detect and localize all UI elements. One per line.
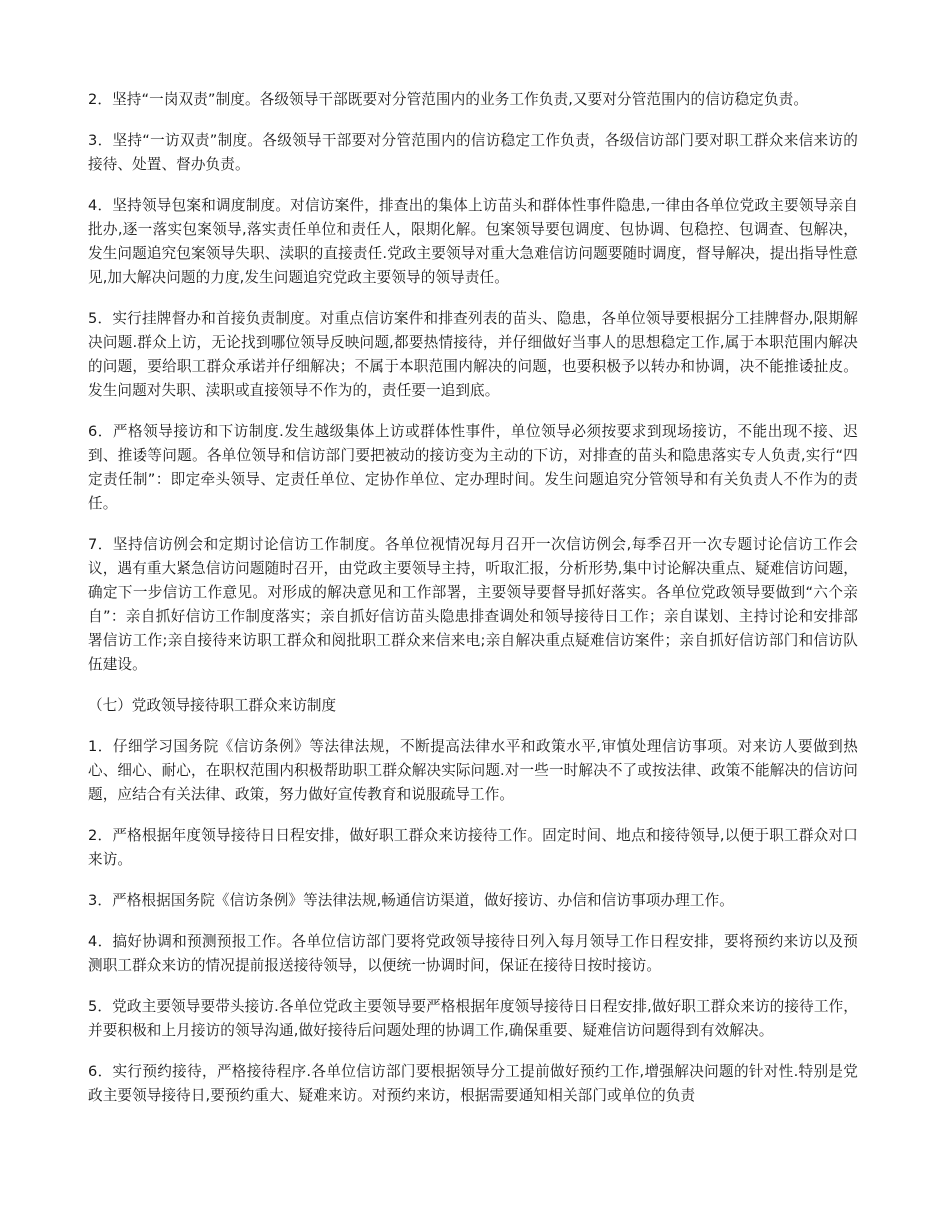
- paragraph-4: 5．实行挂牌督办和首接负责制度。对重点信访案件和排查列表的苗头、隐患，各单位领导要根据分工挂牌督办,限期解决问题.群众上访，无论找到哪位领导反映问题,都要热情接待，并仔细做好当事人的思想稳定工作,属于本职范围内解决的问题，要给职工群众承诺并仔细解决；不属于本职范围内解决的问题，也要积极予以转办和协调，决不能推诿扯皮。发生问题对失职、渎职或直接领导不作为的，责任要一追到底。: [88, 310, 858, 399]
- paragraph-8: 2．严格根据年度领导接待日日程安排，做好职工群众来访接待工作。固定时间、地点和接待领导,以便于职工群众对口来访。: [88, 827, 858, 868]
- paragraph-7: 1．仔细学习国务院《信访条例》等法律法规，不断提高法律水平和政策水平,审慎处理信访事项。对来访人要做到热心、细心、耐心，在职权范围内积极帮助职工群众解决实际问题.对一些一时解决不了或按法律、政策不能解决的信访问题，应结合有关法律、政策，努力做好宣传教育和说服疏导工作。: [88, 738, 858, 803]
- paragraph-5: 6．严格领导接访和下访制度.发生越级集体上访或群体性事件，单位领导必须按要求到现场接访，不能出现不接、迟到、推诿等问题。各单位领导和信访部门要把被动的接访变为主动的下访，对排查的苗头和隐患落实专人负责,实行“四定责任制”：即定牵头领导、定责任单位、定协作单位、定办理时间。发生问题追究分管领导和有关负责人不作为的责任。: [88, 423, 858, 512]
- paragraph-6: 7．坚持信访例会和定期讨论信访工作制度。各单位视情况每月召开一次信访例会,每季召开一次专题讨论信访工作会议，遇有重大紧急信访问题随时召开，由党政主要领导主持，听取汇报，分析形势,集中讨论解决重点、疑难信访问题，确定下一步信访工作意见。对形成的解决意见和工作部署，主要领导要督导抓好落实。各单位党政领导要做到“六个亲自”：亲自抓好信访工作制度落实；亲自抓好信访苗头隐患排查调处和领导接待日工作；亲自谋划、主持讨论和安排部署信访工作;亲自接待来访职工群众和阅批职工群众来信来电;亲自解决重点疑难信访案件；亲自抓好信访部门和信访队伍建设。: [88, 536, 858, 673]
- section-heading: （七）党政领导接待职工群众来访制度: [88, 697, 337, 714]
- paragraph-3: 4．坚持领导包案和调度制度。对信访案件，排查出的集体上访苗头和群体性事件隐患,一律由各单位党政主要领导亲自批办,逐一落实包案领导,落实责任单位和责任人，限期化解。包案领导要包调度、包协调、包稳控、包调查、包解决，发生问题追究包案领导失职、渎职的直接责任.党政主要领导对重大急难信访问题要随时调度，督导解决，提出指导性意见,加大解决问题的力度,发生问题追究党政主要领导的领导责任。: [88, 197, 858, 286]
- paragraph-10: 4．搞好协调和预测预报工作。各单位信访部门要将党政领导接待日列入每月领导工作日程安排，要将预约来访以及预测职工群众来访的情况提前报送接待领导，以便统一协调时间，保证在接待日按时接访。: [88, 933, 858, 974]
- paragraph-2: 3．坚持“一访双责”制度。各级领导干部要对分管范围内的信访稳定工作负责，各级信访部门要对职工群众来信来访的接待、处置、督办负责。: [88, 132, 858, 173]
- paragraph-1: 2．坚持“一岗双责”制度。各级领导干部既要对分管范围内的业务工作负责,又要对分管范围内的信访稳定负责。: [88, 91, 809, 108]
- paragraph-11: 5．党政主要领导要带头接访.各单位党政主要领导要严格根据年度领导接待日日程安排,做好职工群众来访的接待工作，并要积极和上月接访的领导沟通,做好接待后问题处理的协调工作,确保重要、疑难信访问题得到有效解决。: [88, 998, 858, 1039]
- paragraph-12: 6．实行预约接待，严格接待程序.各单位信访部门要根据领导分工提前做好预约工作,增强解决问题的针对性.特别是党政主要领导接待日,要预约重大、疑难来访。对预约来访，根据需要通知相关部门或单位的负责: [88, 1063, 858, 1104]
- document-page: [88, 88, 858, 1125]
- paragraph-9: 3．严格根据国务院《信访条例》等法律法规,畅通信访渠道，做好接访、办信和信访事项办理工作。: [88, 892, 734, 909]
